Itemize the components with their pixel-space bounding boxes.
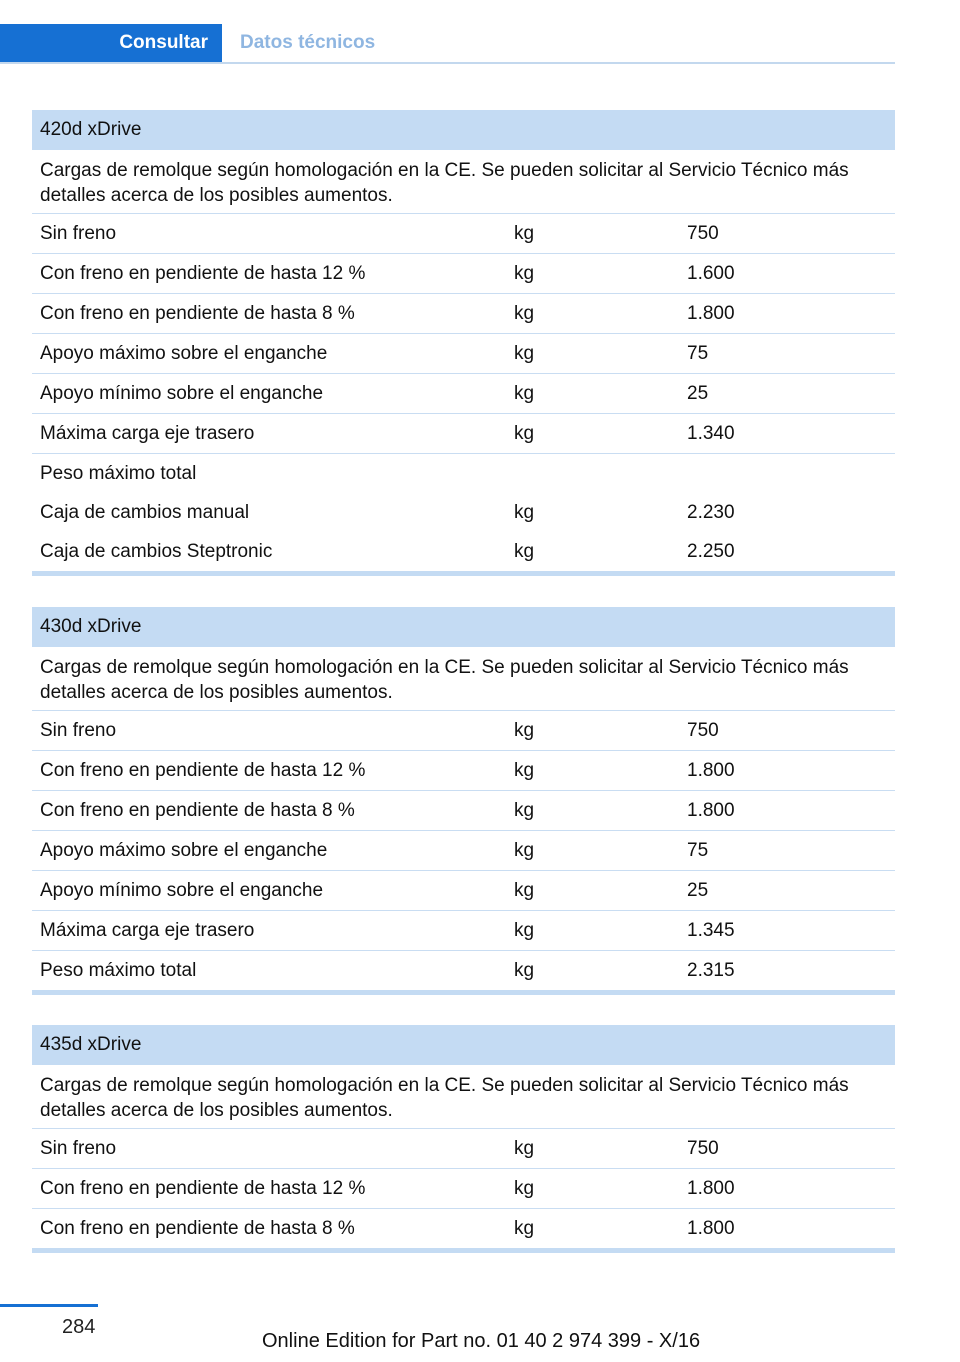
table-row bbox=[32, 751, 895, 791]
table-row bbox=[32, 831, 895, 871]
row-value: 1.600 bbox=[687, 262, 735, 284]
row-value: 75 bbox=[687, 839, 709, 861]
table-row bbox=[32, 374, 895, 414]
row-label: Caja de cambios manual bbox=[40, 501, 250, 523]
row-value: 750 bbox=[687, 222, 719, 244]
row-value: 25 bbox=[687, 879, 709, 901]
row-value: 2.250 bbox=[687, 540, 735, 562]
table-title: 430d xDrive bbox=[32, 607, 895, 647]
row-unit: kg bbox=[514, 839, 535, 861]
row-label: Apoyo mínimo sobre el enganche bbox=[40, 382, 324, 404]
row-label: Apoyo mínimo sobre el enganche bbox=[40, 879, 324, 901]
table-title: 420d xDrive bbox=[32, 110, 895, 150]
row-label: Sin freno bbox=[40, 719, 117, 741]
table-row bbox=[32, 414, 895, 454]
edition-footer: Online Edition for Part no. 01 40 2 974 399 - X/16 bbox=[262, 1330, 701, 1352]
row-unit: kg bbox=[514, 719, 535, 741]
row-unit: kg bbox=[514, 222, 535, 244]
row-unit: kg bbox=[514, 422, 535, 444]
row-unit: kg bbox=[514, 919, 535, 941]
row-value: 2.315 bbox=[687, 959, 735, 981]
table-description: Cargas de remolque según homologación en la CE. Se pueden solicitar al Servicio Técnico más detalles acerca de los posibles aumentos. bbox=[32, 1065, 895, 1129]
row-label: Peso máximo total bbox=[40, 462, 197, 484]
row-label: Con freno en pendiente de hasta 8 % bbox=[40, 1217, 355, 1239]
row-label: Máxima carga eje trasero bbox=[40, 919, 255, 941]
table-row bbox=[32, 493, 895, 532]
row-label: Sin freno bbox=[40, 1137, 117, 1159]
table-row bbox=[32, 214, 895, 254]
row-unit: kg bbox=[514, 879, 535, 901]
row-label: Máxima carga eje trasero bbox=[40, 422, 255, 444]
spec-table-435d bbox=[32, 1025, 895, 1253]
row-value: 75 bbox=[687, 342, 709, 364]
row-unit: kg bbox=[514, 799, 535, 821]
row-unit: kg bbox=[514, 1217, 535, 1239]
row-unit: kg bbox=[514, 759, 535, 781]
row-unit: kg bbox=[514, 1137, 535, 1159]
table-row bbox=[32, 911, 895, 951]
spec-table-430d bbox=[32, 607, 895, 995]
row-unit: kg bbox=[514, 262, 535, 284]
row-value: 1.800 bbox=[687, 1217, 735, 1239]
row-value: 1.800 bbox=[687, 799, 735, 821]
page-number: 284 bbox=[62, 1316, 96, 1338]
row-label: Apoyo máximo sobre el enganche bbox=[40, 342, 328, 364]
table-row bbox=[32, 1129, 895, 1169]
table-closer bbox=[32, 1248, 895, 1253]
tab-consultar[interactable]: Consultar bbox=[0, 24, 222, 62]
tab-datos-tecnicos[interactable]: Datos técnicos bbox=[240, 32, 376, 53]
row-unit: kg bbox=[514, 342, 535, 364]
row-value: 1.800 bbox=[687, 759, 735, 781]
table-description: Cargas de remolque según homologación en la CE. Se pueden solicitar al Servicio Técnico más detalles acerca de los posibles aumentos. bbox=[32, 150, 895, 214]
row-label: Peso máximo total bbox=[40, 959, 197, 981]
row-value: 2.230 bbox=[687, 501, 735, 523]
table-row bbox=[32, 871, 895, 911]
table-row bbox=[32, 1209, 895, 1248]
spec-table-420d bbox=[32, 110, 895, 576]
row-label: Con freno en pendiente de hasta 12 % bbox=[40, 262, 366, 284]
row-value: 750 bbox=[687, 1137, 719, 1159]
row-label: Apoyo máximo sobre el enganche bbox=[40, 839, 328, 861]
table-closer bbox=[32, 571, 895, 576]
row-value: 1.800 bbox=[687, 302, 735, 324]
table-row bbox=[32, 711, 895, 751]
header-bar bbox=[0, 24, 895, 64]
table-closer bbox=[32, 990, 895, 995]
row-unit: kg bbox=[514, 302, 535, 324]
row-label: Sin freno bbox=[40, 222, 117, 244]
row-value: 1.340 bbox=[687, 422, 735, 444]
table-row bbox=[32, 334, 895, 374]
row-label: Con freno en pendiente de hasta 8 % bbox=[40, 302, 355, 324]
table-title: 435d xDrive bbox=[32, 1025, 895, 1065]
row-label: Caja de cambios Steptronic bbox=[40, 540, 273, 562]
table-description: Cargas de remolque según homologación en la CE. Se pueden solicitar al Servicio Técnico más detalles acerca de los posibles aumentos. bbox=[32, 647, 895, 711]
table-row bbox=[32, 1169, 895, 1209]
row-label: Con freno en pendiente de hasta 8 % bbox=[40, 799, 355, 821]
page-number-rule bbox=[0, 1304, 98, 1307]
table-row bbox=[32, 951, 895, 990]
row-unit: kg bbox=[514, 382, 535, 404]
table-row bbox=[32, 791, 895, 831]
row-value: 1.800 bbox=[687, 1177, 735, 1199]
row-value: 1.345 bbox=[687, 919, 735, 941]
row-label: Con freno en pendiente de hasta 12 % bbox=[40, 1177, 366, 1199]
row-value: 25 bbox=[687, 382, 709, 404]
row-unit: kg bbox=[514, 959, 535, 981]
table-row bbox=[32, 532, 895, 571]
row-unit: kg bbox=[514, 540, 535, 562]
row-value: 750 bbox=[687, 719, 719, 741]
row-label: Con freno en pendiente de hasta 12 % bbox=[40, 759, 366, 781]
table-row bbox=[32, 294, 895, 334]
table-row bbox=[32, 454, 895, 493]
row-unit: kg bbox=[514, 1177, 535, 1199]
table-row bbox=[32, 254, 895, 294]
row-unit: kg bbox=[514, 501, 535, 523]
